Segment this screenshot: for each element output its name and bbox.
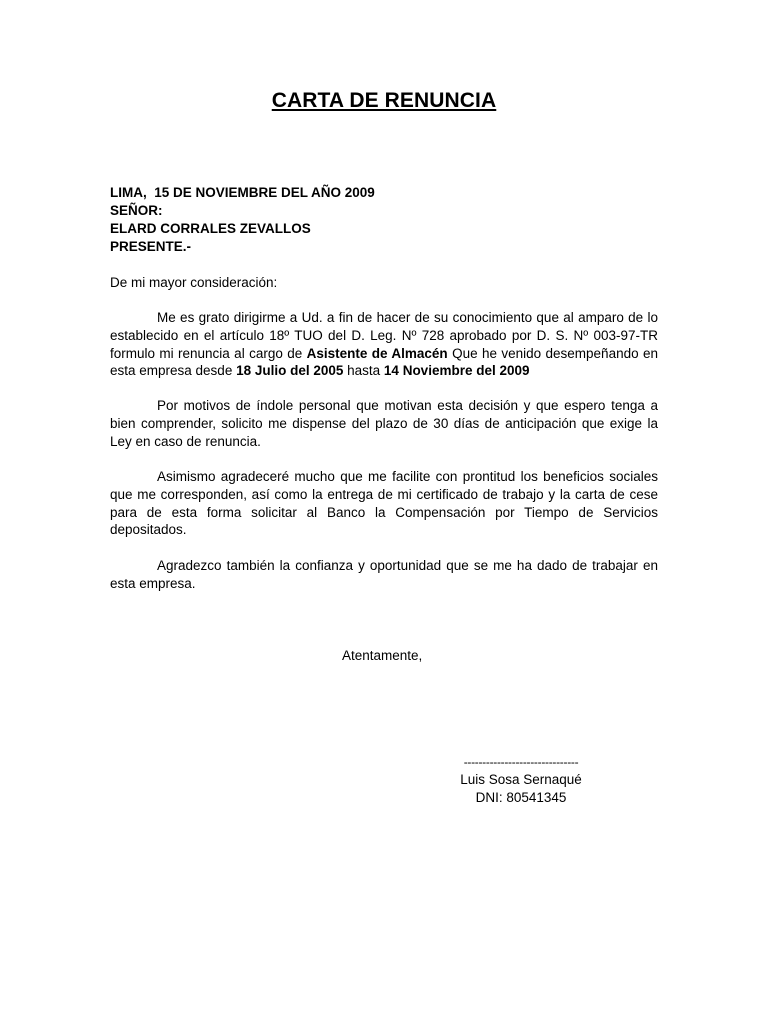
- letter-header: [110, 184, 650, 256]
- document-title: CARTA DE RENUNCIA: [271, 89, 497, 112]
- paragraph-1-text-c: hasta: [343, 363, 384, 379]
- paragraph-1-text-b: Que he venido desempeñando en esta empresa desde: [110, 345, 658, 379]
- paragraph-4: Agradezco también la confianza y oportunidad que se me ha dado de trabajar en esta empresa.: [110, 558, 658, 591]
- signature-line: -------------------------------: [463, 755, 579, 769]
- start-date: 18 Julio del 2005: [236, 363, 344, 379]
- greeting: De mi mayor consideración:: [110, 275, 278, 290]
- end-date: 14 Noviembre del 2009: [383, 363, 530, 379]
- paragraph-1: [110, 309, 658, 380]
- paragraph-2: Por motivos de índole personal que motivan esta decisión y que espero tenga a bien comprender, solicito me dispense del plazo de 30 días de anticipación que exige la Ley en caso de renuncia.: [110, 398, 658, 449]
- paragraph-1-text-a: Me es grato dirigirme a Ud. a fin de hacer de su conocimiento que al amparo de lo establecido en el artículo 18º TUO del D. Leg. Nº 728 aprobado por D. S. Nº 003-97-TR formulo mi renuncia al cargo de: [110, 310, 658, 361]
- recipient-name: ELARD CORRALES ZEVALLOS: [110, 221, 311, 236]
- place-date: LIMA, 15 DE NOVIEMBRE DEL AÑO 2009: [110, 185, 375, 200]
- salutation: SEÑOR:: [110, 203, 163, 218]
- closing: Atentamente,: [342, 648, 423, 663]
- signer-dni: DNI: 80541345: [475, 790, 567, 805]
- job-position: Asistente de Almacén: [306, 345, 448, 361]
- signer-name: Luis Sosa Sernaqué: [460, 772, 582, 787]
- paragraph-3: Asimismo agradeceré mucho que me facilite con prontitud los beneficios sociales que me corresponden, así como la entrega de mi certificado de trabajo y la carta de cese para de esta forma solicitar al Banco la Compensación por Tiempo de Servicios depositados.: [110, 469, 658, 538]
- presente-line: PRESENTE.-: [110, 239, 192, 254]
- signature-block: [420, 753, 622, 807]
